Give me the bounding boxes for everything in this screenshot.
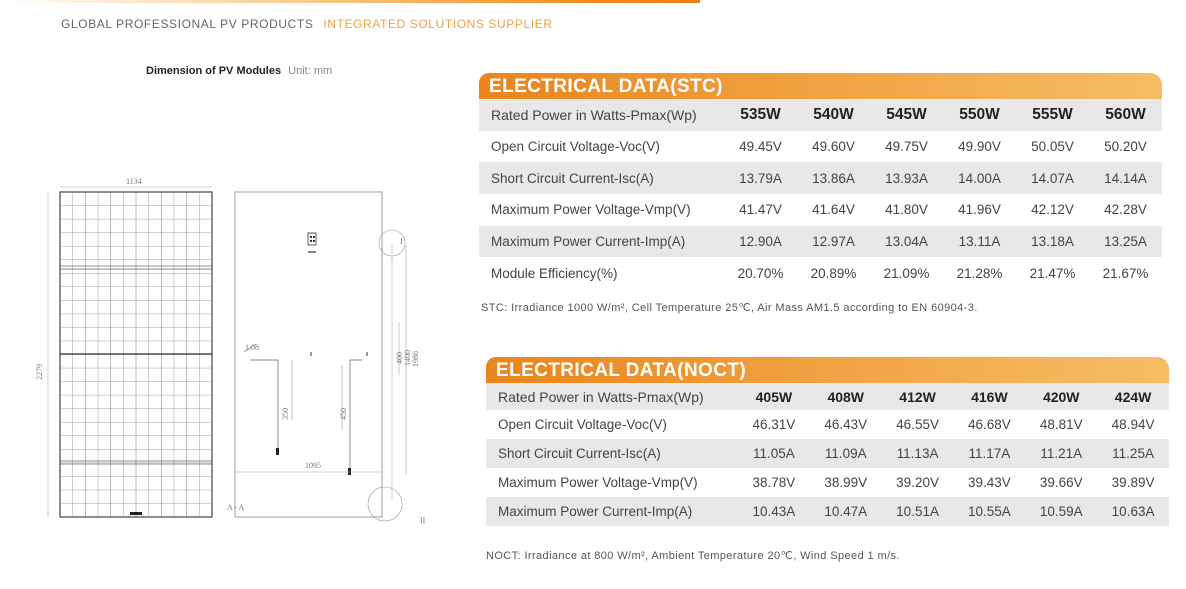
noct-power-header-row <box>486 383 1169 410</box>
parameter-label: Maximum Power Current-Imp(A) <box>479 226 724 258</box>
rated-power-cell: 420W <box>1025 383 1097 410</box>
parameter-value: 46.31V <box>738 410 810 439</box>
parameter-value: 42.28V <box>1089 194 1162 226</box>
page-header <box>61 17 553 31</box>
parameter-value: 21.09% <box>870 257 943 289</box>
noct-table-row <box>486 439 1169 468</box>
dim-height-label: 2279 <box>35 364 44 380</box>
rated-power-cell: 535W <box>724 99 797 131</box>
detail-i-label: I <box>400 237 403 246</box>
parameter-value: 10.51A <box>882 497 954 526</box>
parameter-value: 49.75V <box>870 131 943 163</box>
rated-power-cell: 550W <box>943 99 1016 131</box>
parameter-value: 20.89% <box>797 257 870 289</box>
parameter-value: 11.25A <box>1097 439 1169 468</box>
detail-ii-label: II <box>420 516 426 525</box>
noct-section-banner <box>486 357 1169 383</box>
dimension-unit: Unit: mm <box>288 65 333 77</box>
rated-power-cell: 408W <box>810 383 882 410</box>
parameter-value: 11.17A <box>953 439 1025 468</box>
noct-table-row <box>486 410 1169 439</box>
parameter-value: 46.68V <box>953 410 1025 439</box>
dim-mid-label: 400 <box>395 352 404 364</box>
stc-section-banner <box>479 73 1162 99</box>
parameter-label: Open Circuit Voltage-Voc(V) <box>486 410 738 439</box>
rated-power-cell: 416W <box>953 383 1025 410</box>
dim-side-width-label: 1095 <box>305 461 321 470</box>
parameter-value: 50.05V <box>1016 131 1089 163</box>
parameter-value: 41.64V <box>797 194 870 226</box>
rated-power-cell: 424W <box>1097 383 1169 410</box>
rated-power-cell: 545W <box>870 99 943 131</box>
parameter-value: 41.47V <box>724 194 797 226</box>
front-view-drawing <box>35 177 212 517</box>
parameter-value: 38.78V <box>738 468 810 497</box>
parameter-value: 42.12V <box>1016 194 1089 226</box>
dimension-title-text: Dimension of PV Modules <box>146 65 282 77</box>
parameter-value: 10.55A <box>953 497 1025 526</box>
parameter-value: 10.47A <box>810 497 882 526</box>
parameter-value: 20.70% <box>724 257 797 289</box>
parameter-value: 21.47% <box>1016 257 1089 289</box>
parameter-value: 39.43V <box>953 468 1025 497</box>
noct-table-row <box>486 497 1169 526</box>
parameter-value: 13.04A <box>870 226 943 258</box>
parameter-value: 48.94V <box>1097 410 1169 439</box>
parameter-value: 39.89V <box>1097 468 1169 497</box>
parameter-value: 11.05A <box>738 439 810 468</box>
stc-electrical-table <box>479 99 1162 289</box>
dim-hole-a-label: 350 <box>281 408 290 420</box>
stc-table-row <box>479 131 1162 163</box>
parameter-label: Open Circuit Voltage-Voc(V) <box>479 131 724 163</box>
parameter-value: 49.90V <box>943 131 1016 163</box>
parameter-value: 50.20V <box>1089 131 1162 163</box>
rated-power-cell: 560W <box>1089 99 1162 131</box>
parameter-label: Rated Power in Watts-Pmax(Wp) <box>479 99 724 131</box>
dim-d2-label: 1986 <box>411 351 420 367</box>
noct-table-row <box>486 468 1169 497</box>
parameter-value: 39.20V <box>882 468 954 497</box>
parameter-value: 21.28% <box>943 257 1016 289</box>
dim-edge-label: 1.08 <box>245 343 259 352</box>
parameter-value: 13.79A <box>724 162 797 194</box>
parameter-value: 13.25A <box>1089 226 1162 258</box>
parameter-value: 39.66V <box>1025 468 1097 497</box>
dim-hole-b-label: 450 <box>339 408 348 420</box>
parameter-label: Module Efficiency(%) <box>479 257 724 289</box>
parameter-label: Maximum Power Current-Imp(A) <box>486 497 738 526</box>
parameter-value: 48.81V <box>1025 410 1097 439</box>
parameter-label: Short Circuit Current-Isc(A) <box>486 439 738 468</box>
parameter-value: 46.43V <box>810 410 882 439</box>
noct-banner-title: ELECTRICAL DATA(NOCT) <box>496 360 747 381</box>
parameter-value: 10.59A <box>1025 497 1097 526</box>
rated-power-cell: 555W <box>1016 99 1089 131</box>
rated-power-cell: 405W <box>738 383 810 410</box>
parameter-value: 11.21A <box>1025 439 1097 468</box>
parameter-value: 12.97A <box>797 226 870 258</box>
parameter-value: 46.55V <box>882 410 954 439</box>
parameter-label: Rated Power in Watts-Pmax(Wp) <box>486 383 738 410</box>
stc-table-row <box>479 257 1162 289</box>
parameter-value: 13.11A <box>943 226 1016 258</box>
parameter-value: 41.80V <box>870 194 943 226</box>
stc-table-row <box>479 194 1162 226</box>
dim-width-label: 1134 <box>126 177 142 186</box>
parameter-value: 12.90A <box>724 226 797 258</box>
parameter-value: 49.45V <box>724 131 797 163</box>
header-tagline-left: GLOBAL PROFESSIONAL PV PRODUCTS <box>61 17 314 31</box>
header-tagline-right: INTEGRATED SOLUTIONS SUPPLIER <box>323 17 553 31</box>
parameter-value: 13.93A <box>870 162 943 194</box>
top-accent-rule <box>0 0 700 3</box>
rated-power-cell: 540W <box>797 99 870 131</box>
parameter-value: 11.13A <box>882 439 954 468</box>
parameter-value: 10.43A <box>738 497 810 526</box>
parameter-value: 49.60V <box>797 131 870 163</box>
stc-table-row <box>479 226 1162 258</box>
parameter-value: 13.86A <box>797 162 870 194</box>
parameter-value: 13.18A <box>1016 226 1089 258</box>
parameter-value: 41.96V <box>943 194 1016 226</box>
parameter-value: 38.99V <box>810 468 882 497</box>
rated-power-cell: 412W <box>882 383 954 410</box>
dimension-title <box>146 65 332 77</box>
stc-banner-title: ELECTRICAL DATA(STC) <box>489 76 723 97</box>
parameter-value: 14.07A <box>1016 162 1089 194</box>
parameter-value: 10.63A <box>1097 497 1169 526</box>
parameter-value: 21.67% <box>1089 257 1162 289</box>
stc-power-header-row <box>479 99 1162 131</box>
noct-footnote: NOCT: Irradiance at 800 W/m², Ambient Temperature 20℃, Wind Speed 1 m/s. <box>486 550 900 562</box>
parameter-value: 14.14A <box>1089 162 1162 194</box>
back-view-drawing <box>227 192 426 525</box>
parameter-value: 11.09A <box>810 439 882 468</box>
parameter-label: Short Circuit Current-Isc(A) <box>479 162 724 194</box>
parameter-label: Maximum Power Voltage-Vmp(V) <box>486 468 738 497</box>
dim-d1-label: 1400 <box>403 350 412 366</box>
section-aa-label: A - A <box>227 503 245 512</box>
parameter-label: Maximum Power Voltage-Vmp(V) <box>479 194 724 226</box>
parameter-value: 14.00A <box>943 162 1016 194</box>
stc-footnote: STC: Irradiance 1000 W/m², Cell Temperature 25℃, Air Mass AM1.5 according to EN 60904-3. <box>481 302 978 314</box>
module-dimension-drawings <box>30 170 440 530</box>
stc-table-row <box>479 162 1162 194</box>
noct-electrical-table <box>486 383 1169 526</box>
